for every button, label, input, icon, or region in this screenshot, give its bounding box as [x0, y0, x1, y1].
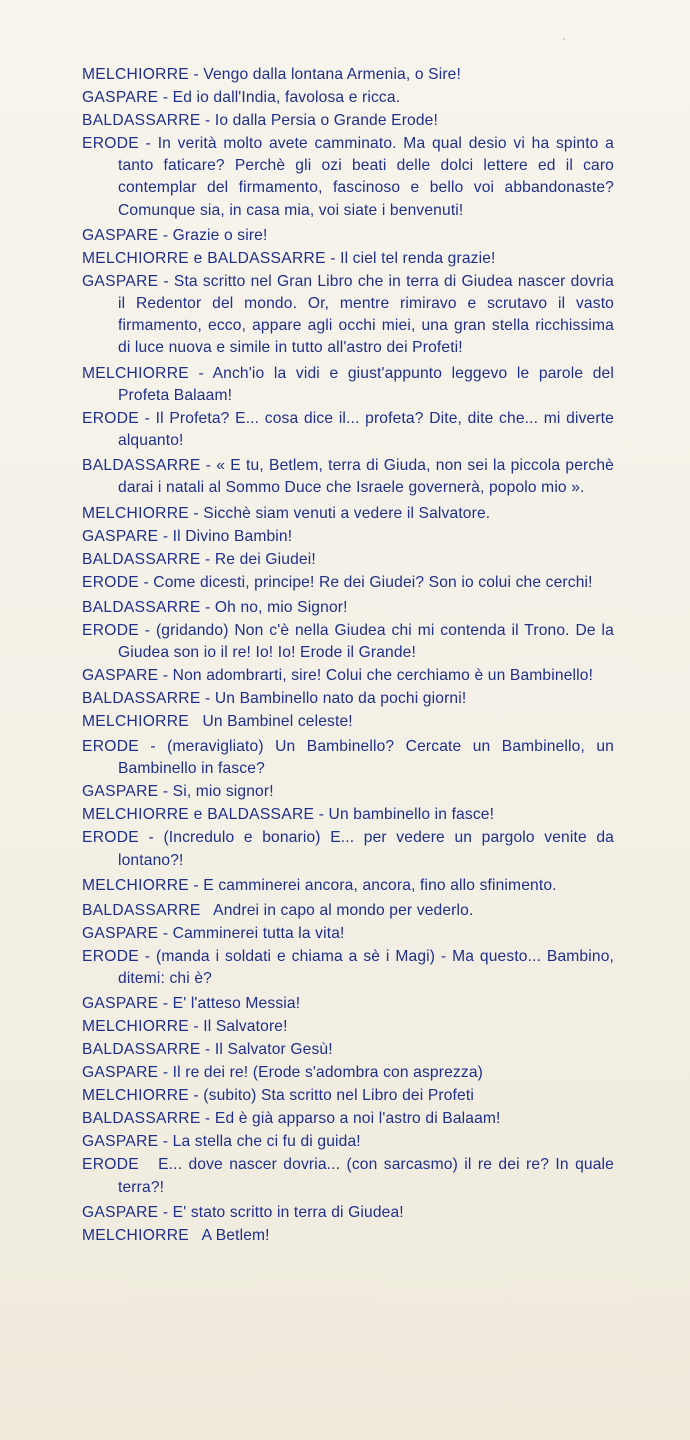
speaker-separator: -	[158, 783, 173, 801]
speaker-name: MELCHIORRE	[82, 504, 189, 522]
dialogue-line	[82, 1085, 614, 1107]
speech-text: « E tu, Betlem, terra di Giuda, non sei la piccola perchè darai i natali al Sommo Duce che Israele governerà, popolo mio ».	[118, 457, 614, 497]
speaker-name: BALDASSARRE	[82, 457, 201, 475]
dialogue-line	[82, 827, 614, 871]
speaker-separator	[139, 1156, 158, 1173]
speech-text: E' l'atteso Messia!	[172, 995, 301, 1013]
speaker-separator: -	[325, 249, 341, 267]
speech-text: Camminerei tutta la vita!	[172, 925, 345, 943]
speaker-name: GASPARE	[82, 89, 159, 106]
dialogue-line	[82, 620, 614, 664]
speech-text: Il Salvator Gesù!	[214, 1041, 333, 1059]
speaker-name: MELCHIORRE e BALDASSARRE	[82, 249, 326, 267]
speech-text: Sta scritto nel Gran Libro che in terra di Giudea nascer dovria il Redentor del mondo. Or, mentre rimiravo e scrutavo il vasto firmamento, ecco, appare agli occhi miei, una gran stella ricchissima di luce nuova e simile in tutto all'astro dei Profeti!	[118, 272, 614, 357]
speaker-name: ERODE	[82, 135, 139, 152]
speaker-separator: -	[188, 876, 204, 894]
speech-text: Vengo dalla lontana Armenia, o Sire!	[203, 66, 461, 83]
speaker-separator: -	[200, 112, 215, 129]
speech-text: Si, mio signor!	[172, 783, 274, 801]
speech-text: (gridando) Non c'è nella Giudea chi mi contenda il Trono. De la Giudea son io il re! Io! Io! Erode il Grande!	[118, 621, 614, 662]
dialogue-line	[82, 408, 614, 452]
speaker-separator: -	[158, 272, 174, 290]
speaker-name: GASPARE	[82, 783, 159, 801]
speaker-separator: -	[158, 89, 173, 106]
speaker-separator: -	[158, 1133, 173, 1151]
speaker-separator	[201, 902, 214, 919]
speaker-separator: -	[138, 573, 154, 591]
dialogue-line	[82, 597, 614, 619]
speaker-separator	[189, 713, 202, 730]
dialogue-line	[82, 665, 614, 687]
dialogue-line	[82, 1016, 614, 1038]
speaker-name: ERODE	[82, 1156, 139, 1174]
speech-text: Ed è già apparso a noi l'astro di Balaam!	[214, 1110, 501, 1128]
speaker-name: BALDASSARRE	[82, 1041, 201, 1059]
dialogue-line	[82, 1131, 614, 1153]
speaker-separator: -	[158, 667, 173, 685]
dialogue-line	[82, 271, 614, 360]
speaker-separator: -	[158, 527, 173, 545]
speaker-separator: -	[314, 806, 329, 824]
speech-text: (Incredulo e bonario) E... per vedere un pargolo venite da lontano?!	[118, 829, 614, 869]
speech-text: A Betlem!	[201, 1226, 270, 1244]
speaker-separator: -	[188, 364, 213, 382]
speaker-name: MELCHIORRE	[82, 876, 189, 894]
dialogue-line	[82, 736, 614, 780]
dialogue-line	[82, 248, 614, 270]
speech-text: Il ciel tel renda grazie!	[340, 249, 496, 267]
speaker-name: ERODE	[82, 409, 139, 427]
speech-text: Io dalla Persia o Grande Erode!	[214, 112, 438, 129]
speech-text: Il Divino Bambin!	[172, 527, 293, 545]
dialogue-line	[82, 64, 614, 86]
speech-text: E... dove nascer dovria... (con sarcasmo) il re dei re? In quale terra?!	[118, 1156, 614, 1196]
dialogue-line	[82, 923, 614, 945]
speaker-separator: -	[200, 690, 215, 708]
speech-text: Oh no, mio Signor!	[214, 598, 348, 616]
speaker-separator: -	[188, 504, 204, 522]
speaker-name: BALDASSARRE	[82, 550, 201, 568]
dialogue-line	[82, 503, 614, 525]
dialogue-line	[82, 993, 614, 1015]
speaker-separator: -	[138, 738, 168, 756]
speech-text: Un bambinello in fasce!	[328, 806, 495, 824]
dialogue-line	[82, 711, 614, 733]
speaker-name: GASPARE	[82, 272, 159, 290]
speech-text: Andrei in capo al mondo per vederlo.	[213, 902, 474, 920]
speech-text: E camminerei ancora, ancora, fino allo sfinimento.	[203, 876, 557, 894]
speaker-name: ERODE	[82, 621, 139, 639]
speech-text: La stella che ci fu di guida!	[172, 1133, 361, 1151]
speaker-name: MELCHIORRE	[82, 66, 189, 83]
dialogue-line	[82, 875, 614, 897]
speaker-separator: -	[138, 948, 156, 966]
speaker-name: MELCHIORRE e BALDASSARE	[82, 806, 315, 824]
dialogue-line	[82, 1039, 614, 1061]
speech-text: E' stato scritto in terra di Giudea!	[172, 1203, 404, 1221]
speech-text: (subito) Sta scritto nel Libro dei Profeti	[203, 1087, 474, 1105]
dialogue-line	[82, 900, 614, 922]
dialogue-line	[82, 526, 614, 548]
dialogue-line	[82, 225, 614, 247]
speaker-separator: -	[138, 621, 156, 639]
speaker-name: GASPARE	[82, 1203, 159, 1221]
speaker-separator: -	[138, 135, 158, 152]
speech-text: Anch'io la vidi e giust'appunto leggevo le parole del Profeta Balaam!	[118, 364, 614, 404]
speaker-name: MELCHIORRE	[82, 713, 189, 731]
dialogue-line	[82, 781, 614, 803]
speaker-name: MELCHIORRE	[82, 364, 189, 382]
dialogue-line	[82, 363, 614, 407]
speaker-name: MELCHIORRE	[82, 1226, 189, 1244]
speaker-separator: -	[200, 550, 215, 568]
speaker-name: GASPARE	[82, 226, 159, 244]
speaker-name: ERODE	[82, 573, 139, 591]
speaker-separator: -	[200, 457, 217, 475]
dialogue-line	[82, 688, 614, 710]
dialogue-line	[82, 572, 614, 594]
speaker-name: MELCHIORRE	[82, 1087, 189, 1105]
speaker-name: GASPARE	[82, 667, 159, 685]
speaker-name: GASPARE	[82, 527, 159, 545]
speaker-name: GASPARE	[82, 925, 159, 943]
speaker-separator: -	[200, 1041, 215, 1059]
dialogue-line	[82, 549, 614, 571]
speaker-separator: -	[158, 1203, 173, 1221]
speaker-name: ERODE	[82, 948, 139, 966]
speaker-name: GASPARE	[82, 995, 159, 1013]
speech-text: Un Bambinello nato da pochi giorni!	[214, 690, 467, 708]
speech-text: Ed io dall'India, favolosa e ricca.	[172, 89, 401, 106]
dialogue-text	[82, 64, 614, 1248]
speech-text: Re dei Giudei!	[214, 550, 316, 568]
dialogue-line	[82, 1154, 614, 1198]
speaker-separator: -	[158, 925, 173, 943]
speaker-name: ERODE	[82, 738, 139, 756]
speaker-name: BALDASSARRE	[82, 598, 201, 616]
dialogue-line	[82, 133, 614, 222]
speaker-name: MELCHIORRE	[82, 1018, 189, 1036]
speech-text: Grazie o sire!	[172, 226, 268, 244]
speaker-separator: -	[188, 1087, 204, 1105]
speaker-separator: -	[138, 409, 156, 427]
speaker-name: GASPARE	[82, 1064, 159, 1082]
speaker-name: ERODE	[82, 829, 139, 847]
speaker-separator: -	[158, 995, 173, 1013]
dialogue-line	[82, 1062, 614, 1084]
dialogue-line	[82, 1108, 614, 1130]
dialogue-line	[82, 1225, 614, 1247]
speaker-separator: -	[188, 1018, 204, 1036]
speech-text: Il re dei re! (Erode s'adombra con asprezza)	[172, 1064, 483, 1082]
speech-text: Il Salvatore!	[203, 1018, 288, 1036]
speaker-separator: -	[138, 829, 164, 847]
speaker-name: BALDASSARRE	[82, 902, 201, 920]
speaker-separator	[189, 1227, 202, 1244]
speech-text: In verità molto avete camminato. Ma qual desio vi ha spinto a tanto faticare? Perchè gli ozi beati delle dolci lettere ed il caro contemplar del firmamento, fascinoso e bello voi abbandonaste? Comunque sia, in casa mia, voi siate i benvenuti!	[118, 135, 614, 219]
speech-text: Un Bambinel celeste!	[202, 713, 353, 731]
dialogue-line	[82, 455, 614, 499]
dialogue-line	[82, 1202, 614, 1224]
speech-text: Il Profeta? E... cosa dice il... profeta? Dite, dite che... mi diverte alquanto!	[118, 409, 614, 450]
speaker-separator: -	[158, 1064, 173, 1082]
speaker-name: BALDASSARRE	[82, 1110, 201, 1128]
dialogue-line	[82, 110, 614, 132]
speaker-separator: -	[200, 1110, 215, 1128]
speaker-name: BALDASSARRE	[82, 112, 201, 129]
speech-text: Non adombrarti, sire! Colui che cerchiamo è un Bambinello!	[172, 667, 594, 685]
speaker-name: BALDASSARRE	[82, 690, 201, 708]
speaker-separator: -	[200, 598, 215, 616]
speech-text: (meravigliato) Un Bambinello? Cercate un Bambinello, un Bambinello in fasce?	[118, 738, 614, 778]
speech-text: Come dicesti, principe! Re dei Giudei? Son io colui che cerchi!	[153, 573, 593, 591]
speaker-separator: -	[188, 66, 204, 83]
dialogue-line	[82, 804, 614, 826]
speech-text: Sicchè siam venuti a vedere il Salvatore.	[203, 504, 491, 522]
dialogue-line	[82, 87, 614, 109]
speaker-separator: -	[158, 226, 173, 244]
speaker-name: GASPARE	[82, 1133, 159, 1151]
speech-text: (manda i soldati e chiama a sè i Magi) - Ma questo... Bambino, ditemi: chi è?	[118, 948, 614, 988]
paper-speck	[563, 38, 565, 40]
dialogue-line	[82, 946, 614, 990]
